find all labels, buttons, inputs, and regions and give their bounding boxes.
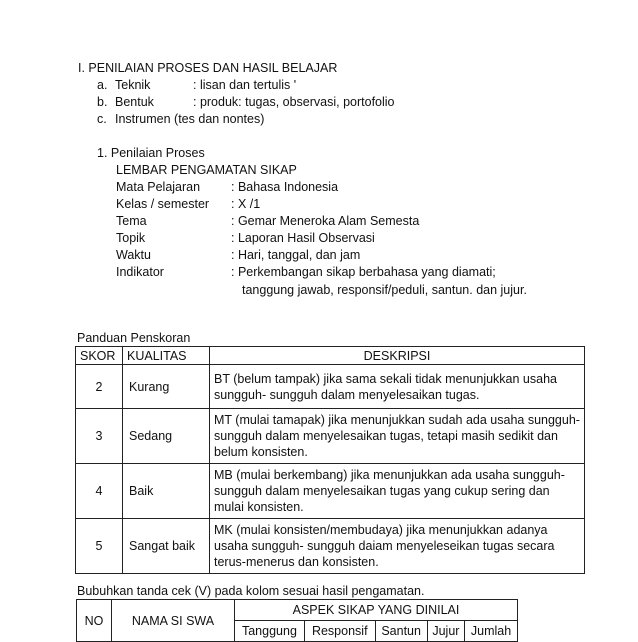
cell-kualitas: Baik: [123, 464, 210, 519]
field-value: : X /1: [231, 197, 261, 211]
item-marker: a.: [97, 78, 108, 92]
field-value: : Bahasa Indonesia: [231, 180, 339, 194]
cell-skor: 4: [76, 464, 123, 519]
cell-skor: 5: [76, 519, 123, 574]
header-jumlah: Jumlah: [465, 621, 518, 642]
header-aspek-group: ASPEK SIKAP YANG DINILAI: [235, 600, 518, 621]
item-marker: c.: [97, 112, 107, 126]
table-header-row: [76, 347, 585, 365]
field-value: : Laporan Hasil Observasi: [231, 231, 375, 245]
cell-deskripsi: MK (mulai konsisten/membudaya) jika menunjukkan adanya usaha sungguh- sungguh daiam menyeleseikan tugas secara terus-menerus dan konsisten.: [210, 519, 585, 574]
field-label: Tema: [116, 214, 147, 228]
section-heading: I. PENILAIAN PROSES DAN HASIL BELAJAR: [78, 61, 338, 75]
item-label: Bentuk: [115, 95, 154, 109]
cell-kualitas: Kurang: [123, 365, 210, 409]
panduan-title: Panduan Penskoran: [77, 331, 191, 345]
field-label: Waktu: [116, 248, 151, 262]
proses-subtitle: LEMBAR PENGAMATAN SIKAP: [116, 163, 297, 177]
aspek-header-row-1: [77, 600, 518, 621]
cell-skor: 3: [76, 409, 123, 464]
header-santun: Santun: [375, 621, 427, 642]
field-label: Indikator: [116, 265, 164, 279]
field-label: Topik: [116, 231, 146, 245]
header-responsif: Responsif: [304, 621, 375, 642]
cell-skor: 2: [76, 365, 123, 409]
instruction-text: Bubuhkan tanda cek (V) pada kolom sesuai hasil pengamatan.: [77, 584, 425, 598]
item-label: Teknik: [115, 78, 151, 92]
header-nama: NAMA SI SWA: [112, 600, 235, 642]
indikator-continuation: tanggung jawab, responsif/peduli, santun. dan jujur.: [242, 283, 527, 297]
table-row: [76, 519, 585, 574]
field-label: Kelas / semester: [116, 197, 210, 211]
item-marker: b.: [97, 95, 108, 109]
field-label: Mata Pelajaran: [116, 180, 201, 194]
header-kualitas: KUALITAS: [123, 347, 210, 365]
header-deskripsi: DESKRIPSI: [210, 347, 585, 365]
table-row: [76, 365, 585, 409]
header-no: NO: [77, 600, 112, 642]
item-value: : lisan dan tertulis ': [193, 78, 297, 92]
cell-deskripsi: BT (belum tampak) jika sama sekali tidak menunjukkan usaha sungguh- sungguh dalam menyelesaikan tugas.: [210, 365, 585, 409]
item-value: : produk: tugas, observasi, portofolio: [193, 95, 395, 109]
proses-heading: 1. Penilaian Proses: [97, 146, 205, 160]
item-label: Instrumen (tes dan nontes): [115, 112, 265, 126]
table-row: [76, 409, 585, 464]
header-jujur: Jujur: [427, 621, 464, 642]
aspek-table: [76, 599, 518, 642]
field-value: : Gemar Meneroka Alam Semesta: [231, 214, 420, 228]
table-row: [76, 464, 585, 519]
field-value: : Perkembangan sikap berbahasa yang diamati;: [231, 265, 496, 279]
header-skor: SKOR: [76, 347, 123, 365]
cell-kualitas: Sangat baik: [123, 519, 210, 574]
cell-deskripsi: MB (mulai berkembang) jika menunjukkan ada usaha sungguh- sungguh dalam menyelesaikan tugas yang cukup sering dan mulai konsisten.: [210, 464, 585, 519]
cell-deskripsi: MT (mulai tamapak) jika menunjukkan sudah ada usaha sungguh-sungguh dalam menyelesaikan tugas, tetapi masih sedikit dan belum konsisten.: [210, 409, 585, 464]
field-value: : Hari, tanggal, dan jam: [231, 248, 361, 262]
panduan-table: [75, 346, 585, 574]
cell-kualitas: Sedang: [123, 409, 210, 464]
header-tanggung: Tanggung: [235, 621, 305, 642]
